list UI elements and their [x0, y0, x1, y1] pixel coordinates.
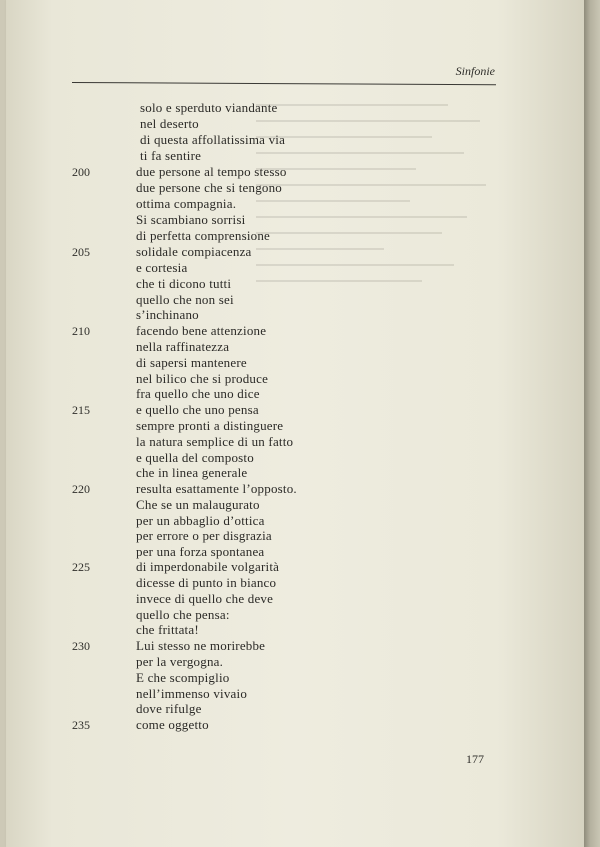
- line-number: 235: [72, 718, 90, 732]
- verse-line: solidale compiacenza: [136, 244, 252, 259]
- verse-line: facendo bene attenzione: [136, 323, 267, 338]
- verse-line: e quello che uno pensa: [136, 402, 259, 417]
- verse-line: Che se un malaugurato: [136, 497, 260, 512]
- verse-line: per la vergogna.: [136, 654, 224, 669]
- verse-line: che frittata!: [136, 622, 199, 637]
- line-number: 225: [72, 560, 90, 574]
- verse-line: nel bilico che si produce: [136, 371, 269, 386]
- line-number: 230: [72, 639, 90, 653]
- show-through-text: [256, 90, 576, 750]
- verse-line: nella raffinatezza: [136, 339, 230, 354]
- running-head: Sinfonie: [455, 64, 495, 78]
- verse-line: la natura semplice di un fatto: [136, 434, 294, 449]
- verse-line: due persone al tempo stesso: [136, 164, 287, 179]
- verse-line: sempre pronti a distinguere: [136, 418, 284, 433]
- line-number: 210: [72, 324, 90, 338]
- verse-line: che ti dicono tutti: [136, 276, 232, 291]
- verse-line: di imperdonabile volgarità: [136, 559, 280, 574]
- line-number: 215: [72, 403, 90, 417]
- verse-line: per errore o per disgrazia: [136, 528, 272, 543]
- verse-line: nel deserto: [140, 116, 199, 131]
- verse-line: due persone che si tengono: [136, 180, 282, 195]
- verse-line: di sapersi mantenere: [136, 355, 247, 370]
- verse-line: dove rifulge: [136, 701, 202, 716]
- verse-line: ti fa sentire: [140, 148, 202, 163]
- verse-line: per una forza spontanea: [136, 544, 265, 559]
- verse-line: dicesse di punto in bianco: [136, 575, 277, 590]
- verse-line: nell’immenso vivaio: [136, 686, 248, 701]
- page-edge: [584, 0, 600, 847]
- page-number: 177: [466, 752, 484, 766]
- verse-line: ottima compagnia.: [136, 196, 237, 211]
- verse-line: di questa affollatissima via: [140, 132, 286, 147]
- verse-line: per un abbaglio d’ottica: [136, 513, 265, 528]
- verse-line: e quella del composto: [136, 450, 254, 465]
- verse-line: come oggetto: [136, 717, 209, 732]
- verse-line: che in linea generale: [136, 465, 248, 480]
- verse-line: solo e sperduto viandante: [140, 100, 278, 115]
- verse-line: resulta esattamente l’opposto.: [136, 481, 297, 496]
- line-number: 220: [72, 482, 90, 496]
- verse-line: Si scambiano sorrisi: [136, 212, 246, 227]
- verse-line: E che scompiglio: [136, 670, 230, 685]
- verse-line: di perfetta comprensione: [136, 228, 271, 243]
- verse-line: s’inchinano: [136, 307, 199, 322]
- book-page: [6, 0, 584, 847]
- verse-line: quello che non sei: [136, 292, 234, 307]
- line-number: 200: [72, 165, 90, 179]
- line-number: 205: [72, 245, 90, 259]
- verse-line: e cortesia: [136, 260, 188, 275]
- verse-line: Lui stesso ne morirebbe: [136, 638, 266, 653]
- verse-line: quello che pensa:: [136, 607, 230, 622]
- verse-line: invece di quello che deve: [136, 591, 274, 606]
- verse-line: fra quello che uno dice: [136, 386, 260, 401]
